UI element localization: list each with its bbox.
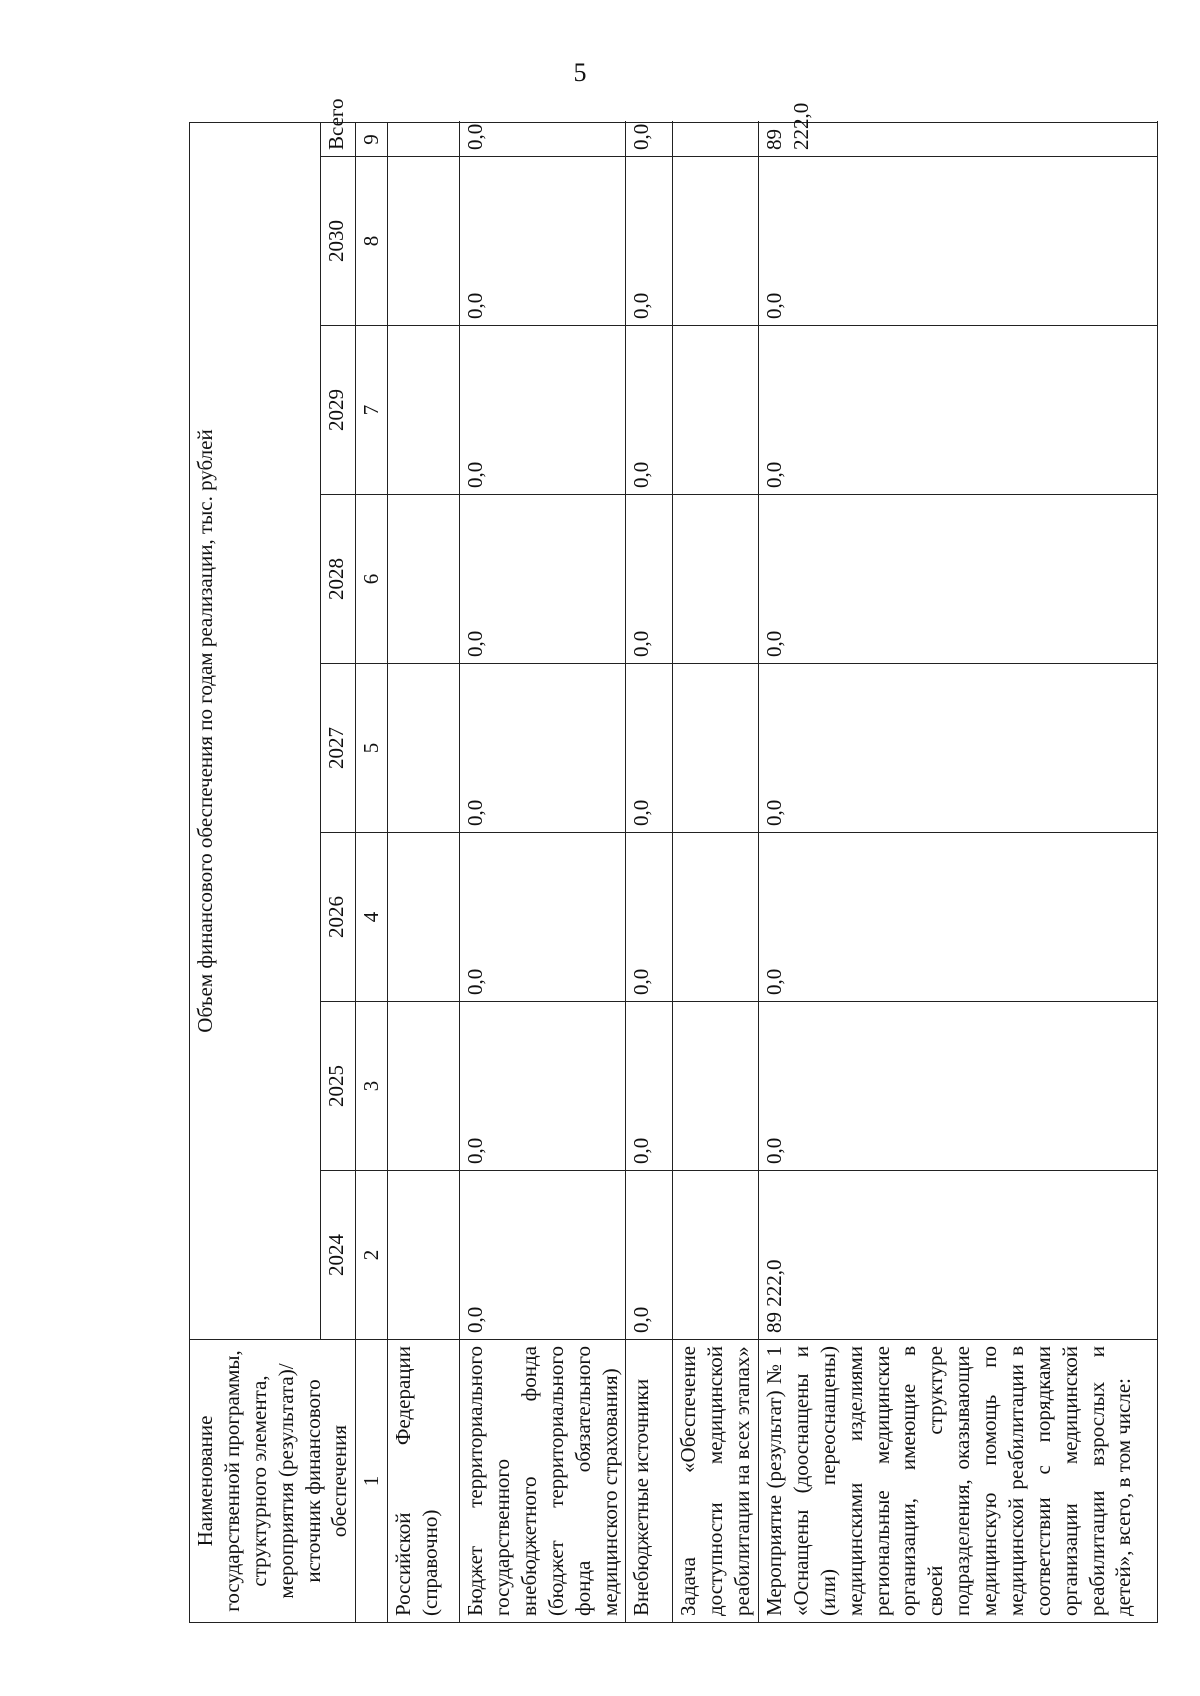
column-number: 3 xyxy=(356,1002,388,1171)
cell-value: 0,0 xyxy=(460,157,626,326)
column-number: 6 xyxy=(356,495,388,664)
year-header: 2029 xyxy=(320,326,355,495)
column-number: 5 xyxy=(356,664,388,833)
cell-value: 0,0 xyxy=(460,495,626,664)
cell-value xyxy=(673,326,759,495)
year-header: 2024 xyxy=(320,1171,355,1340)
year-header: 2028 xyxy=(320,495,355,664)
page-number: 5 xyxy=(573,58,587,87)
row-label: Внебюджетные источники xyxy=(626,1340,673,1623)
cell-value: 0,0 xyxy=(460,664,626,833)
row-label: Российской Федерации (справочно) xyxy=(388,1340,460,1623)
cell-value: 0,0 xyxy=(626,157,673,326)
cell-value xyxy=(673,495,759,664)
cell-value: 0,0 xyxy=(759,326,1158,495)
header-volume: Объем финансового обеспечения по годам реализации, тыс. рублей xyxy=(190,122,321,1339)
cell-value xyxy=(388,122,460,156)
cell-value: 0,0 xyxy=(460,326,626,495)
year-header: 2027 xyxy=(320,664,355,833)
cell-value: 0,0 xyxy=(759,833,1158,1002)
column-number: 4 xyxy=(356,833,388,1002)
cell-value: 0,0 xyxy=(460,122,626,156)
cell-value xyxy=(388,664,460,833)
cell-value: 0,0 xyxy=(759,664,1158,833)
cell-value: 0,0 xyxy=(626,1171,673,1340)
year-header-total: Всего xyxy=(320,122,355,156)
year-header: 2030 xyxy=(320,157,355,326)
cell-value: 0,0 xyxy=(460,1002,626,1171)
financing-table-rotated xyxy=(189,98,1136,1623)
cell-value xyxy=(673,1171,759,1340)
header-name: Наименование государственной программы, структурного элемента, мероприятия (результата)/источник финансового обеспечения xyxy=(190,1340,356,1623)
cell-value xyxy=(388,495,460,664)
cell-value xyxy=(673,122,759,156)
row-label: Задача «Обеспечение доступности медицинской реабилитации на всех этапах» xyxy=(673,1340,759,1623)
cell-value xyxy=(388,326,460,495)
column-number: 9 xyxy=(356,122,388,156)
year-header: 2025 xyxy=(320,1002,355,1171)
table-row xyxy=(673,122,759,1622)
cell-value xyxy=(388,833,460,1002)
cell-value xyxy=(388,157,460,326)
cell-value xyxy=(673,1002,759,1171)
cell-value: 0,0 xyxy=(759,157,1158,326)
cell-value: 0,0 xyxy=(626,326,673,495)
cell-value: 0,0 xyxy=(460,833,626,1002)
cell-value: 0,0 xyxy=(759,495,1158,664)
cell-value: 0,0 xyxy=(759,1002,1158,1171)
cell-value: 89 222,0 xyxy=(759,122,1158,156)
financing-table xyxy=(189,98,1158,1623)
cell-value: 0,0 xyxy=(626,833,673,1002)
year-header: 2026 xyxy=(320,833,355,1002)
table-row xyxy=(460,122,626,1622)
cell-value: 0,0 xyxy=(626,495,673,664)
table-row xyxy=(626,122,673,1622)
column-number: 8 xyxy=(356,157,388,326)
cell-value xyxy=(673,664,759,833)
cell-value xyxy=(388,1171,460,1340)
cell-value: 89 222,0 xyxy=(759,1171,1158,1340)
cell-value: 0,0 xyxy=(626,664,673,833)
row-label: Мероприятие (результат) № 1 «Оснащены (дооснащены и (или) переоснащены) медицинскими изделиями региональные медицинские организации, имеющие в своей структуре подразделения, оказывающие медицинскую помощь по медицинской реабилитации в соответствии с порядками организации медицинской реабилитации взрослых и детей», всего, в том числе: xyxy=(759,1340,1158,1623)
column-number: 7 xyxy=(356,326,388,495)
cell-value: 0,0 xyxy=(626,122,673,156)
cell-value xyxy=(388,1002,460,1171)
column-number: 1 xyxy=(356,1340,388,1623)
cell-value xyxy=(673,833,759,1002)
column-number: 2 xyxy=(356,1171,388,1340)
table-row xyxy=(759,122,1158,1622)
cell-value: 0,0 xyxy=(626,1002,673,1171)
cell-value: 0,0 xyxy=(460,1171,626,1340)
row-label: Бюджет территориального государственного внебюджетного фонда (бюджет территориального фонда обязательного медицинского страхования) xyxy=(460,1340,626,1623)
table-row xyxy=(388,122,460,1622)
cell-value xyxy=(673,157,759,326)
